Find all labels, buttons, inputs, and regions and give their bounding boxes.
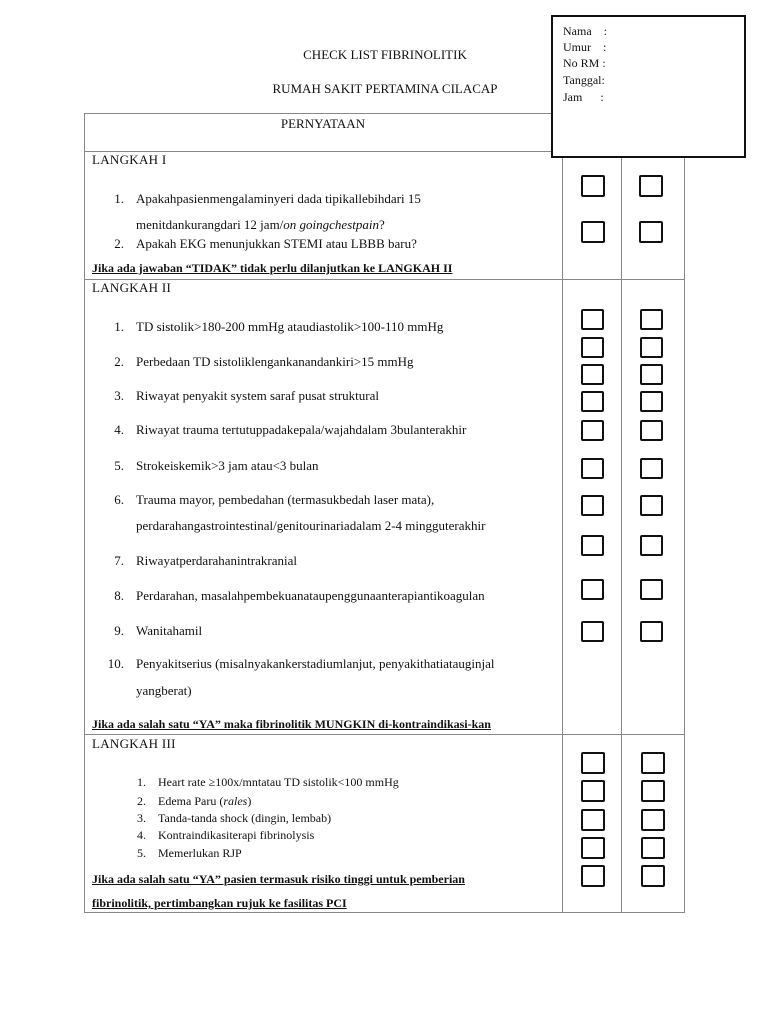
langkah1-title: LANGKAH I bbox=[92, 152, 167, 167]
statement-column-header: PERNYATAAN bbox=[280, 116, 366, 131]
langkah3-title: LANGKAH III bbox=[92, 736, 176, 751]
langkah2-item5-no-checkbox[interactable] bbox=[640, 420, 663, 441]
langkah1-item1-continuation bbox=[136, 217, 385, 233]
langkah2-item5-yes-checkbox[interactable] bbox=[581, 420, 604, 441]
langkah2-item-number: 8. bbox=[114, 588, 124, 603]
langkah1-item1-plain: menitdankurangdari 12 jam/ bbox=[136, 217, 284, 232]
langkah1-item2-text: Apakah EKG menunjukkan STEMI atau LBBB baru? bbox=[136, 236, 417, 251]
langkah2-item9-no-checkbox[interactable] bbox=[640, 579, 663, 600]
table-left-border bbox=[84, 113, 85, 912]
patient-date-field[interactable]: Tanggal: bbox=[563, 73, 605, 87]
langkah3-item2-text bbox=[158, 794, 251, 809]
langkah2-divider bbox=[84, 734, 685, 735]
langkah2-item10-no-checkbox[interactable] bbox=[640, 621, 663, 642]
langkah3-item1-no-checkbox[interactable] bbox=[641, 752, 665, 774]
langkah3-item1-yes-checkbox[interactable] bbox=[581, 752, 605, 774]
hospital-name: RUMAH SAKIT PERTAMINA CILACAP bbox=[272, 81, 498, 96]
langkah2-item6-no-checkbox[interactable] bbox=[640, 458, 663, 479]
langkah2-item7-text: Riwayatperdarahanintrakranial bbox=[136, 553, 297, 568]
langkah2-item6-yes-checkbox[interactable] bbox=[581, 458, 604, 479]
patient-age-field[interactable]: Umur : bbox=[563, 40, 607, 54]
langkah3-item2-no-checkbox[interactable] bbox=[641, 780, 665, 802]
langkah2-item8-text: Perdarahan, masalahpembekuanataupenggunaanterapiantikoagulan bbox=[136, 588, 485, 603]
langkah3-item4-text: Kontraindikasiterapi fibrinolysis bbox=[158, 828, 315, 842]
langkah1-item-number: 2. bbox=[114, 236, 124, 251]
langkah3-item4-yes-checkbox[interactable] bbox=[581, 837, 605, 859]
langkah3-item-number: 1. bbox=[137, 775, 146, 789]
langkah3-note-line2: fibrinolitik, pertimbangkan rujuk ke fasilitas PCI bbox=[92, 896, 347, 910]
langkah2-note: Jika ada salah satu “YA” maka fibrinolitik MUNGKIN di-kontraindikasi-kan bbox=[92, 717, 491, 731]
langkah2-item6-text: Trauma mayor, pembedahan (termasukbedah laser mata), bbox=[136, 492, 435, 507]
langkah2-item3-text: Riwayat penyakit system saraf pusat struktural bbox=[136, 388, 379, 403]
langkah2-item1-text: TD sistolik>180-200 mmHg ataudiastolik>100-110 mmHg bbox=[136, 319, 444, 334]
langkah3-item2-plain: Edema Paru ( bbox=[158, 794, 224, 808]
langkah3-item1-text: Heart rate ≥100x/mntatau TD sistolik<100 mmHg bbox=[158, 775, 399, 789]
langkah3-item5-no-checkbox[interactable] bbox=[641, 865, 665, 887]
table-bottom-border bbox=[84, 912, 685, 913]
langkah2-item9-text: Wanitahamil bbox=[136, 623, 203, 638]
langkah1-item2-no-checkbox[interactable] bbox=[639, 221, 663, 243]
langkah3-item-number: 4. bbox=[137, 828, 146, 842]
langkah2-item2-no-checkbox[interactable] bbox=[640, 337, 663, 358]
langkah2-item5-text: Strokeiskemik>3 jam atau<3 bulan bbox=[136, 458, 319, 473]
langkah1-item1-no-checkbox[interactable] bbox=[639, 175, 663, 197]
langkah2-item2-yes-checkbox[interactable] bbox=[581, 337, 604, 358]
langkah3-item3-no-checkbox[interactable] bbox=[641, 809, 665, 831]
langkah2-item-number: 2. bbox=[114, 354, 124, 369]
langkah1-item1-tail: ? bbox=[378, 217, 385, 232]
langkah3-item2-tail: ) bbox=[247, 794, 252, 808]
langkah2-item10-yes-checkbox[interactable] bbox=[581, 621, 604, 642]
langkah1-item1-yes-checkbox[interactable] bbox=[581, 175, 605, 197]
langkah2-item7-no-checkbox[interactable] bbox=[640, 495, 663, 516]
patient-record-number-field[interactable]: No RM : bbox=[563, 56, 606, 70]
langkah2-item-number: 6. bbox=[114, 492, 124, 507]
langkah2-item-number: 9. bbox=[114, 623, 124, 638]
langkah3-item-number: 5. bbox=[137, 846, 146, 860]
langkah2-item3-no-checkbox[interactable] bbox=[640, 364, 663, 385]
langkah3-item5-text: Memerlukan RJP bbox=[158, 846, 242, 860]
langkah2-item10-text: Penyakitserius (misalnyakankerstadiumlanjut, penyakithatiatauginjal bbox=[136, 656, 495, 671]
langkah2-item8-no-checkbox[interactable] bbox=[640, 535, 663, 556]
langkah3-item2-italic: rales bbox=[223, 794, 248, 808]
langkah2-item4-no-checkbox[interactable] bbox=[640, 391, 663, 412]
column-divider-1 bbox=[562, 151, 563, 912]
langkah3-item2-yes-checkbox[interactable] bbox=[581, 780, 605, 802]
document-title: CHECK LIST FIBRINOLITIK bbox=[303, 47, 467, 62]
langkah3-item-number: 3. bbox=[137, 811, 146, 825]
langkah2-item9-yes-checkbox[interactable] bbox=[581, 579, 604, 600]
langkah2-item1-yes-checkbox[interactable] bbox=[581, 309, 604, 330]
langkah1-item-number: 1. bbox=[114, 191, 124, 206]
langkah1-item2-yes-checkbox[interactable] bbox=[581, 221, 605, 243]
langkah2-item10-continuation: yangberat) bbox=[136, 683, 192, 698]
langkah2-item7-yes-checkbox[interactable] bbox=[581, 495, 604, 516]
langkah1-divider bbox=[84, 279, 685, 280]
langkah3-item5-yes-checkbox[interactable] bbox=[581, 865, 605, 887]
langkah2-item1-no-checkbox[interactable] bbox=[640, 309, 663, 330]
patient-info-box bbox=[551, 15, 746, 158]
langkah1-note: Jika ada jawaban “TIDAK” tidak perlu dilanjutkan ke LANGKAH II bbox=[92, 261, 453, 275]
langkah1-item1-text: Apakahpasienmengalaminyeri dada tipikallebihdari 15 bbox=[136, 191, 421, 206]
langkah3-note-line1: Jika ada salah satu “YA” pasien termasuk risiko tinggi untuk pemberian bbox=[92, 872, 465, 886]
langkah2-item3-yes-checkbox[interactable] bbox=[581, 364, 604, 385]
table-right-border bbox=[684, 151, 685, 912]
langkah2-item-number: 5. bbox=[114, 458, 124, 473]
langkah2-item2-text: Perbedaan TD sistoliklengankanandankiri>15 mmHg bbox=[136, 354, 414, 369]
langkah1-item1-italic: on goingchestpain bbox=[283, 217, 379, 232]
langkah2-item-number: 1. bbox=[114, 319, 124, 334]
langkah2-item-number: 4. bbox=[114, 422, 124, 437]
langkah3-item3-text: Tanda-tanda shock (dingin, lembab) bbox=[158, 811, 332, 825]
langkah2-item-number: 7. bbox=[114, 553, 124, 568]
langkah2-item-number: 3. bbox=[114, 388, 124, 403]
langkah2-item4-yes-checkbox[interactable] bbox=[581, 391, 604, 412]
langkah2-item-number: 10. bbox=[107, 656, 124, 671]
langkah3-item-number: 2. bbox=[137, 794, 146, 808]
langkah2-item4-text: Riwayat trauma tertutuppadakepala/wajahdalam 3bulanterakhir bbox=[136, 422, 467, 437]
patient-time-field[interactable]: Jam : bbox=[563, 90, 604, 104]
patient-name-field[interactable]: Nama : bbox=[563, 24, 607, 38]
langkah2-title: LANGKAH II bbox=[92, 280, 172, 295]
langkah2-item8-yes-checkbox[interactable] bbox=[581, 535, 604, 556]
langkah3-item3-yes-checkbox[interactable] bbox=[581, 809, 605, 831]
column-divider-2 bbox=[621, 151, 622, 912]
langkah2-item6-continuation: perdarahangastrointestinal/genitourinariadalam 2-4 mingguterakhir bbox=[136, 518, 486, 533]
langkah3-item4-no-checkbox[interactable] bbox=[641, 837, 665, 859]
